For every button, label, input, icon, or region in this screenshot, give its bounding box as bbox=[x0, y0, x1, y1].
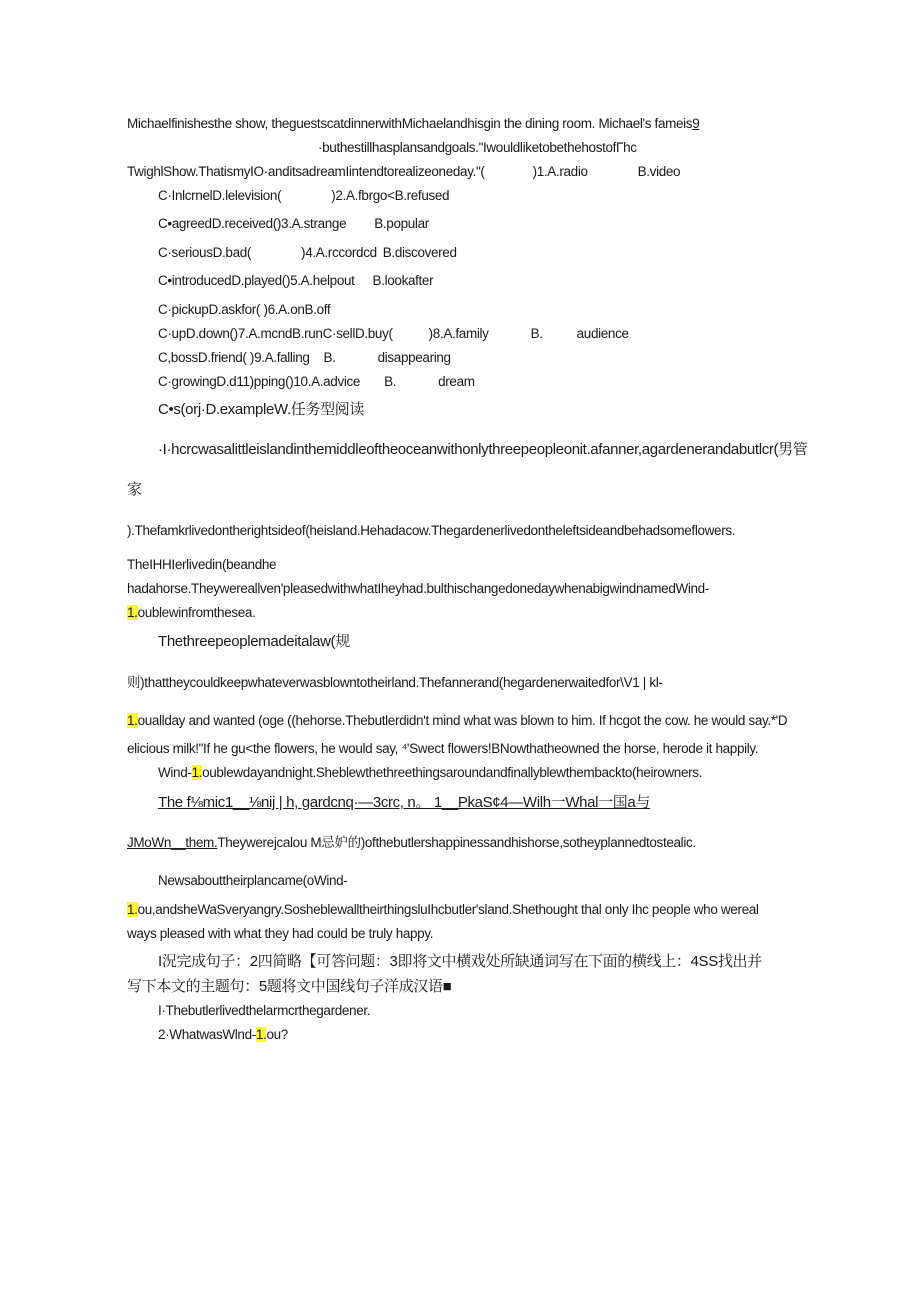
text: Michaelfinishesthe show, theguestscatdinnerwithMichaelandhisgin the dining room. Michael's fameis bbox=[127, 116, 693, 131]
passage-line-3: TheIHHIerlivedin(beandhe bbox=[127, 557, 277, 572]
cloze-line-4 bbox=[158, 187, 449, 205]
option-b: dream bbox=[438, 374, 475, 389]
cloze-line-11 bbox=[158, 373, 475, 391]
highlight-marker: 1. bbox=[191, 765, 203, 780]
passage-line-7: 则)thattheycouldkeepwhateverwasblowntotheirland.Thefannerand(hegardenerwaitedfor\V1 | kl- bbox=[127, 675, 663, 690]
passage-line-1b: 家 bbox=[127, 481, 142, 498]
cloze-line-6 bbox=[158, 244, 457, 262]
cloze-line-9 bbox=[158, 325, 629, 343]
text: ou? bbox=[266, 1027, 288, 1042]
text: oublewdayandnight.Sheblewthethreethingsaroundandfinallyblewthembackto(heirowners. bbox=[202, 765, 703, 780]
passage-line-13: Newsabouttheirplancame(oWind- bbox=[158, 873, 348, 888]
passage-line-14 bbox=[127, 901, 759, 919]
question-4: )4.A.rccordcd bbox=[301, 245, 377, 260]
option-b: audience bbox=[576, 326, 629, 341]
passage-line-5 bbox=[127, 604, 256, 622]
question-2: )2.A.fbrgo<B.refused bbox=[331, 188, 450, 203]
text: Wind- bbox=[158, 765, 192, 780]
cloze-line-7 bbox=[158, 272, 433, 290]
text: 2·WhatwasWlnd- bbox=[158, 1027, 256, 1042]
task-question-2 bbox=[158, 1026, 288, 1044]
task-question-1: I·Thebutlerlivedthelarmcrthegardener. bbox=[158, 1003, 371, 1018]
blank-number: 9 bbox=[692, 116, 700, 131]
highlight-marker: 1. bbox=[255, 1027, 267, 1042]
passage-line-12 bbox=[127, 834, 696, 852]
text: Theywerejcalou M忌妒的)ofthebutlershappinessandhishorse,sotheyplannedtostealic. bbox=[217, 835, 696, 850]
question-8: )8.A.family bbox=[428, 326, 489, 341]
text: TwighlShow.ThatismyIO·anditsadreamIintendtorealizeoneday."( bbox=[127, 164, 485, 179]
text: C·InlcrnelD.lelevision( bbox=[158, 188, 282, 203]
passage-line-4: hadahorse.Theywereallven'pleasedwithwhatIheyhad.bulthischangedonedaywhenabigwindnamedWind- bbox=[127, 581, 709, 596]
text: oublewinfromthesea. bbox=[137, 605, 256, 620]
option-b: B.popular bbox=[374, 216, 429, 231]
passage-line-2: ).Thefamkrlivedontherightsideof(heisland.Hehadacow.Thegardenerlivedontheleftsideandbehadsomeflowers. bbox=[127, 523, 736, 538]
text: C,bossD.friend( )9.A.falling bbox=[158, 350, 310, 365]
task-instructions-1: I況完成句子：2四简略【可答问题：3即将文中横戏处所缺通词写在下面的横线上：4SS找出并 bbox=[158, 953, 762, 970]
passage-line-15: ways pleased with what they had could be truly happy. bbox=[127, 926, 434, 941]
cloze-line-5 bbox=[158, 215, 429, 233]
option-b: B.lookafter bbox=[372, 273, 434, 288]
passage-line-10 bbox=[158, 764, 702, 782]
text: C·seriousD.bad( bbox=[158, 245, 252, 260]
question-1: )1.A.radio bbox=[532, 164, 588, 179]
text: C·upD.down()7.A.mcndB.runC·sellD.buy( bbox=[158, 326, 393, 341]
passage-line-8 bbox=[127, 712, 787, 730]
option-b-label: B. bbox=[384, 374, 397, 389]
text: C•agreedD.received()3.A.strange bbox=[158, 216, 347, 231]
passage-line-11: The f⅛mic1__⅛nij | h, gardcnq·—3crc, n。 1__PkaS¢4—Wilh一Whal一国a与 bbox=[158, 794, 651, 811]
cloze-line-2: ·buthestillhasplansandgoals."IwouldliketobethehostofΓhc bbox=[318, 140, 637, 155]
highlight-marker: 1. bbox=[127, 713, 138, 728]
passage-line-1: ·I·hcrcwasalittleislandinthemiddleoftheoceanwithonlythreepeopleonit.afanner,agardenerandabutlcr(男管 bbox=[158, 441, 808, 458]
option-b: disappearing bbox=[377, 350, 451, 365]
highlight-marker: 1. bbox=[127, 902, 138, 917]
text: C·growingD.d11)pping()10.A.advice bbox=[158, 374, 361, 389]
option-b-label: B. bbox=[530, 326, 543, 341]
text: C•introducedD.played()5.A.helpout bbox=[158, 273, 355, 288]
underlined-text: JMoWn__them. bbox=[127, 835, 218, 850]
passage-line-6: Thethreepeoplemadeitalaw(规 bbox=[158, 633, 350, 650]
task-instructions-2: 写下本文的主题句：5题将文中国线句子洋成汉语■ bbox=[127, 978, 452, 995]
section-heading: C•s(orj·D.exampleW.任务型阅读 bbox=[158, 401, 365, 418]
cloze-line-3 bbox=[127, 163, 680, 181]
cloze-line-10 bbox=[158, 349, 451, 367]
option-b-label: B. bbox=[323, 350, 336, 365]
cloze-line-8: C·pickupD.askfor( )6.A.onB.off bbox=[158, 302, 331, 317]
cloze-line-1 bbox=[127, 115, 699, 133]
text: ouallday and wanted (oge ((hehorse.Thebutlerdidn't mind what was blown to him. If hcgot the cow. he would say.*'D bbox=[137, 713, 788, 728]
passage-line-9: elicious milk!"If he gu<the flowers, he would say, ⁴'Swect flowers!BNowthatheowned the horse, herode it happily. bbox=[127, 741, 759, 756]
text: ou,andsheWaSveryangry.SosheblewalltheirthingsluIhcbutler'sland.Shethought thal only Ihc people who wereal bbox=[137, 902, 759, 917]
option-b: B.video bbox=[637, 164, 681, 179]
highlight-marker: 1. bbox=[127, 605, 138, 620]
option-b: B.discovered bbox=[382, 245, 457, 260]
